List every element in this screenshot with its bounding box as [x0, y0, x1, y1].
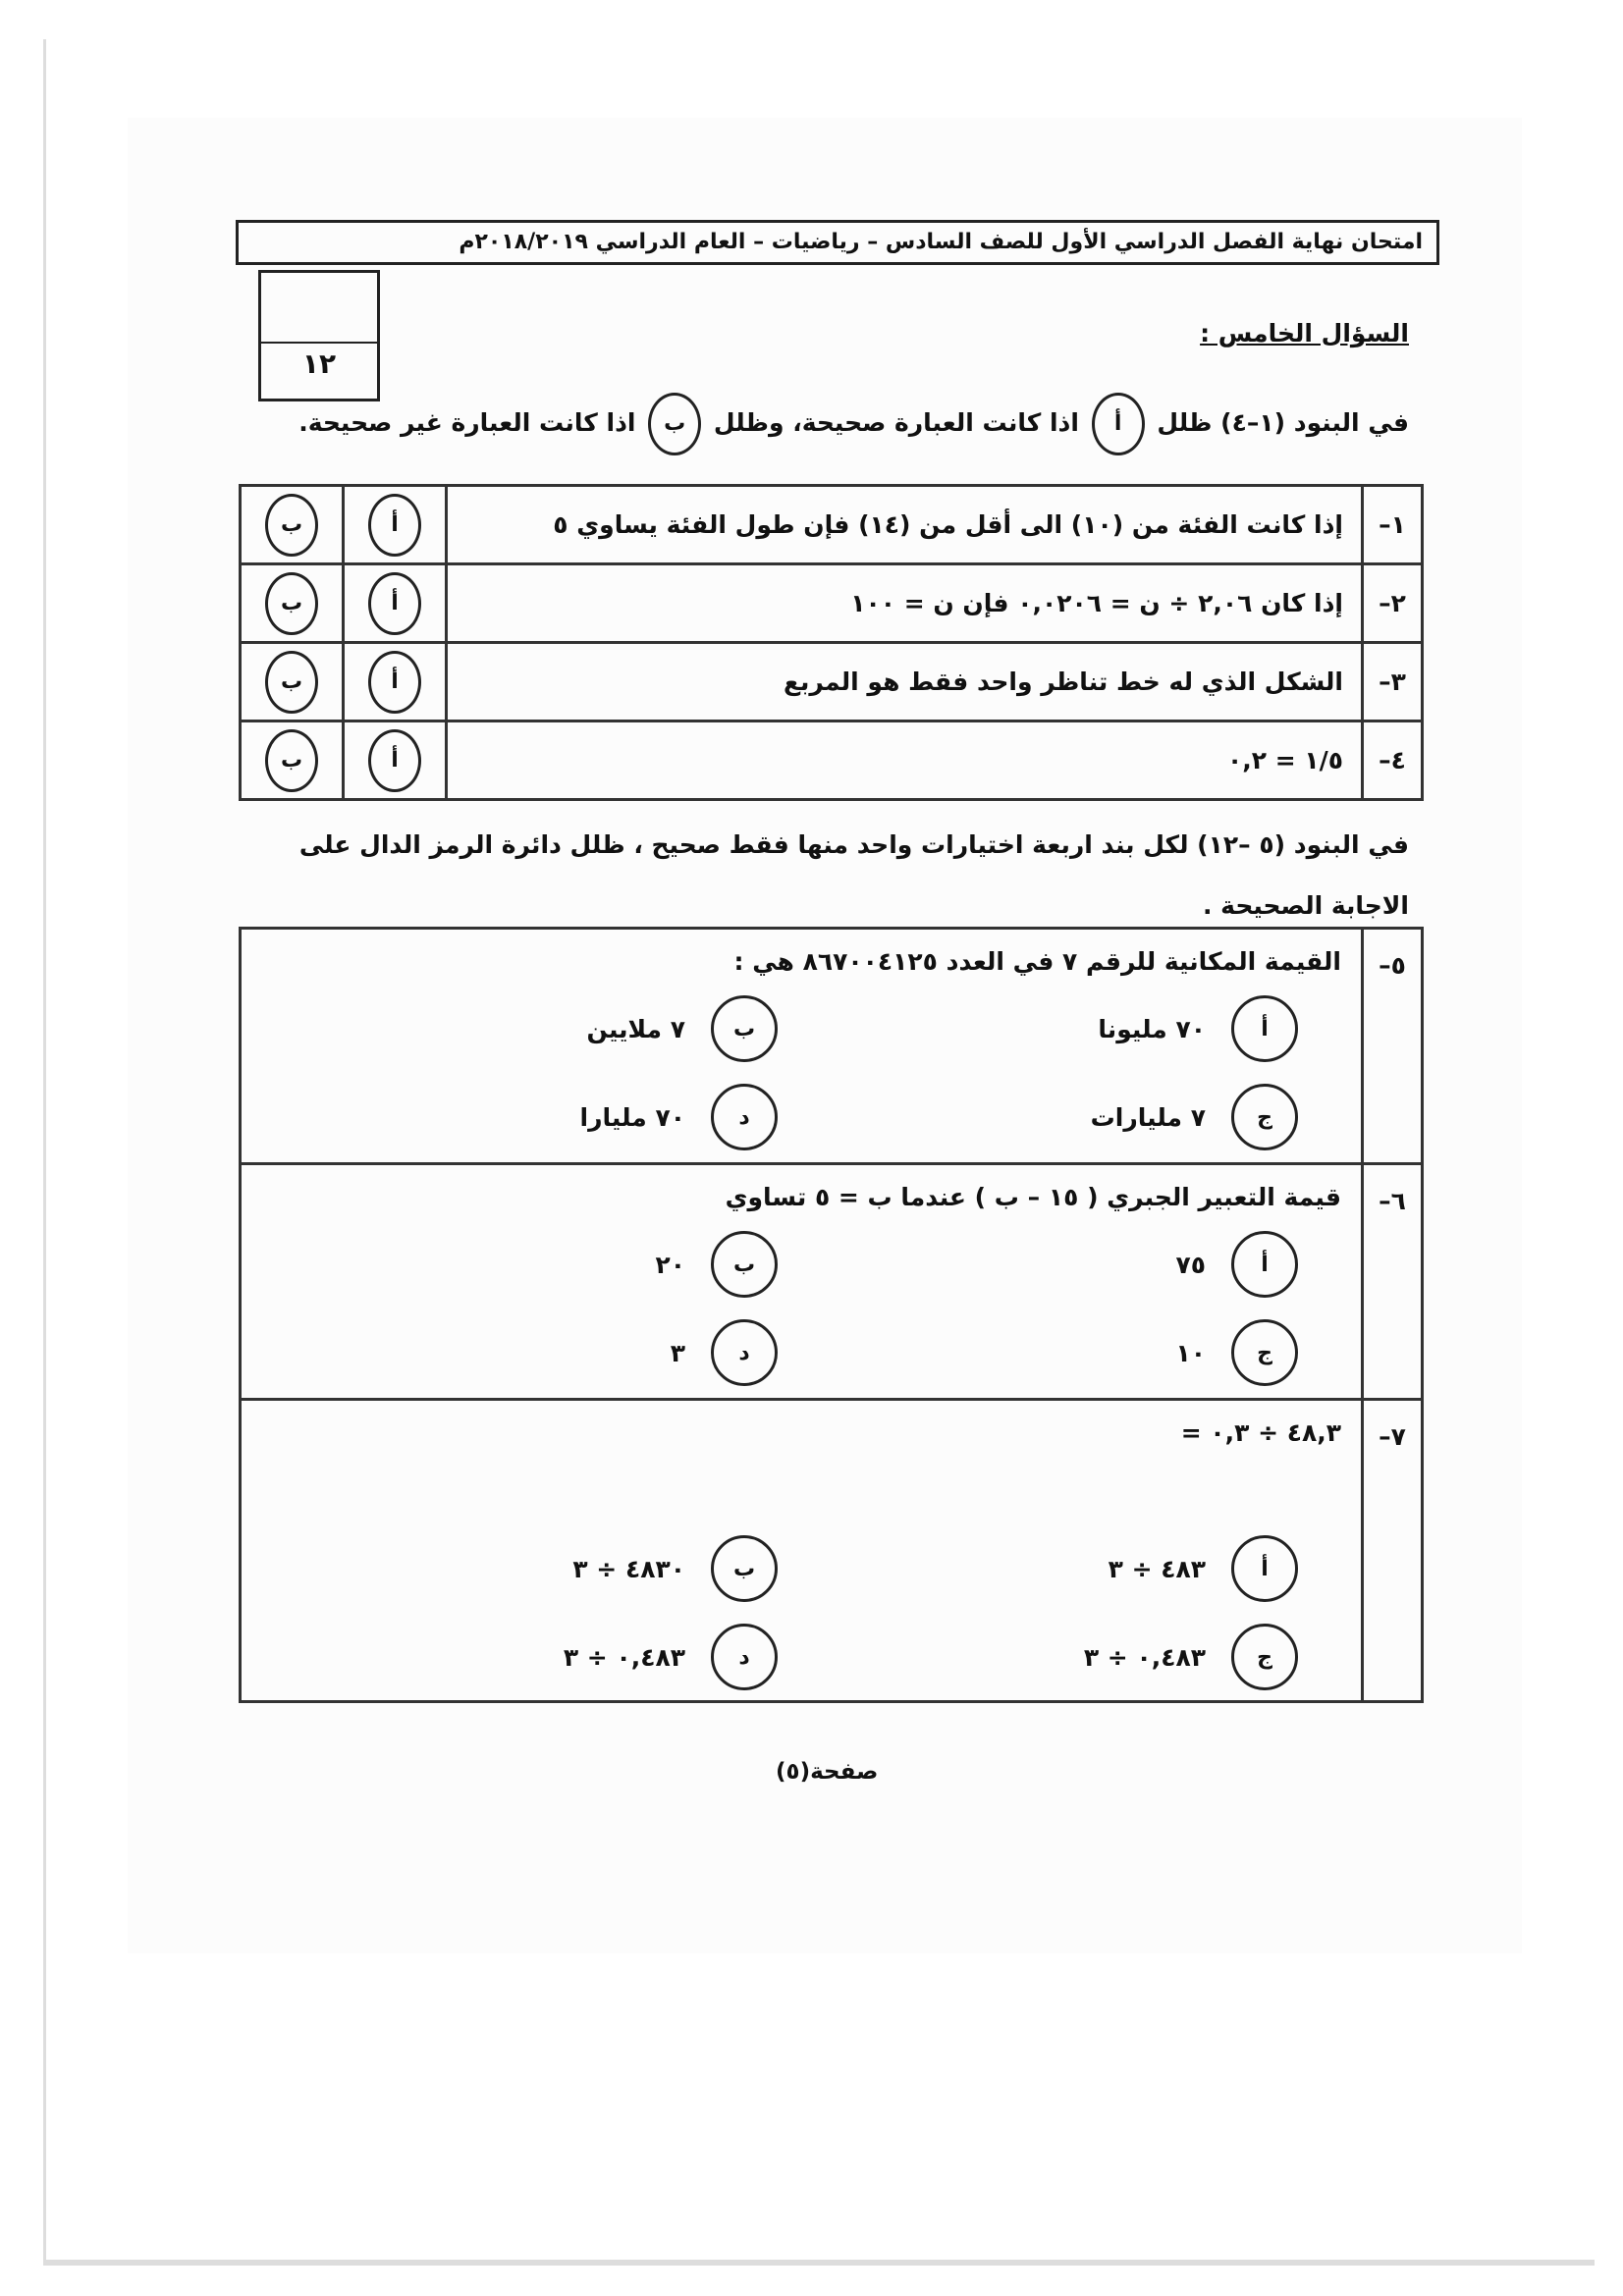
- option-text: ٠,٤٨٣ ÷ ٣: [1083, 1642, 1206, 1672]
- option-text: ٧ ملايين: [586, 1014, 685, 1043]
- instruction-1: [298, 393, 1409, 455]
- answer-b-circle[interactable]: ب: [265, 572, 318, 635]
- page-edge: [43, 39, 46, 2263]
- exam-header: امتحان نهاية الفصل الدراسي الأول للصف السادس – رياضيات – العام الدراسي ٢٠١٨/٢٠١٩م: [236, 220, 1439, 265]
- option[interactable]: [261, 1231, 782, 1298]
- instruction-2: في البنود (٥ –١٢) لكل بند اربعة اختيارات واحد منها فقط صحيح ، ظلل دائرة الرمز الدال على الاجابة الصحيحة .: [298, 830, 1409, 920]
- question-title: السؤال الخامس :: [1200, 319, 1409, 347]
- tf-row: [241, 643, 1423, 721]
- item-number: ٥–: [1363, 929, 1423, 1164]
- tf-row: [241, 486, 1423, 564]
- option[interactable]: [782, 1319, 1302, 1386]
- option-circle[interactable]: ج: [1231, 1624, 1298, 1690]
- page-number: صفحة(٥): [776, 1759, 879, 1785]
- question-text: القيمة المكانية للرقم ٧ في العدد ٨٦٧٠٠٤١٢٥ هي :: [733, 947, 1341, 976]
- item-text: إذا كان ٢,٠٦ ÷ ن = ٠,٠٢٠٦ فإن ن = ١٠٠: [447, 564, 1363, 643]
- option[interactable]: [782, 1231, 1302, 1298]
- instruction-text: اذا كانت العبارة غير صحيحة.: [298, 408, 636, 437]
- mc-row: [241, 1400, 1423, 1702]
- item-number: ١–: [1363, 486, 1423, 564]
- page-edge: [43, 2260, 1595, 2266]
- option-circle[interactable]: د: [711, 1084, 778, 1150]
- option-text: ١٠: [1175, 1338, 1206, 1367]
- option[interactable]: [261, 1624, 782, 1690]
- option-text: ٧٠ مليونا: [1098, 1014, 1206, 1043]
- option-text: ٧٠ مليارا: [579, 1102, 685, 1132]
- answer-a-circle[interactable]: أ: [368, 494, 421, 557]
- option-text: ٢٠: [655, 1250, 685, 1279]
- question-text: قيمة التعبير الجبري ( ١٥ – ب ) عندما ب = ٥ تساوي: [725, 1183, 1341, 1211]
- option-circle[interactable]: ج: [1231, 1084, 1298, 1150]
- answer-b-circle[interactable]: ب: [265, 729, 318, 792]
- option-circle[interactable]: ب: [711, 1231, 778, 1298]
- option-text: ٤٨٣٠ ÷ ٣: [572, 1554, 685, 1583]
- item-text: الشكل الذي له خط تناظر واحد فقط هو المربع: [447, 643, 1363, 721]
- option[interactable]: [782, 995, 1302, 1062]
- tf-row: [241, 721, 1423, 800]
- option-text: ٧ مليارات: [1090, 1102, 1206, 1132]
- mc-row: [241, 929, 1423, 1164]
- option-circle[interactable]: د: [711, 1624, 778, 1690]
- option-circle: أ: [1092, 393, 1145, 455]
- multiple-choice-table: [239, 927, 1424, 1703]
- option-circle: ب: [648, 393, 701, 455]
- option[interactable]: [261, 1319, 782, 1386]
- option-circle[interactable]: ب: [711, 1535, 778, 1602]
- option-circle[interactable]: أ: [1231, 1231, 1298, 1298]
- score-value: ١٢: [301, 347, 337, 380]
- question-text: ٤٨,٣ ÷ ٠,٣ =: [1180, 1418, 1341, 1447]
- answer-b-circle[interactable]: ب: [265, 494, 318, 557]
- option-text: ٠,٤٨٣ ÷ ٣: [563, 1642, 685, 1672]
- option-text: ٤٨٣ ÷ ٣: [1108, 1554, 1206, 1583]
- answer-b-circle[interactable]: ب: [265, 651, 318, 714]
- option-circle[interactable]: د: [711, 1319, 778, 1386]
- item-number: ٣–: [1363, 643, 1423, 721]
- score-box: [258, 270, 380, 401]
- mc-row: [241, 1164, 1423, 1400]
- answer-a-circle[interactable]: أ: [368, 651, 421, 714]
- item-number: ٧–: [1363, 1400, 1423, 1702]
- item-number: ٤–: [1363, 721, 1423, 800]
- answer-a-circle[interactable]: أ: [368, 729, 421, 792]
- option[interactable]: [782, 1084, 1302, 1150]
- option-text: ٣: [670, 1338, 685, 1367]
- option-circle[interactable]: ج: [1231, 1319, 1298, 1386]
- item-number: ٢–: [1363, 564, 1423, 643]
- tf-row: [241, 564, 1423, 643]
- option-text: ٧٥: [1175, 1250, 1206, 1279]
- option[interactable]: [261, 995, 782, 1062]
- true-false-table: [239, 484, 1424, 801]
- item-number: ٦–: [1363, 1164, 1423, 1400]
- option-circle[interactable]: أ: [1231, 1535, 1298, 1602]
- option-circle[interactable]: ب: [711, 995, 778, 1062]
- option[interactable]: [261, 1535, 782, 1602]
- item-text: إذا كانت الفئة من (١٠) الى أقل من (١٤) فإن طول الفئة يساوي ٥: [447, 486, 1363, 564]
- option[interactable]: [261, 1084, 782, 1150]
- instruction-text: في البنود (١–٤) ظلل: [1157, 408, 1409, 437]
- item-text: ١/٥ = ٠,٢: [447, 721, 1363, 800]
- option-circle[interactable]: أ: [1231, 995, 1298, 1062]
- option[interactable]: [782, 1535, 1302, 1602]
- instruction-text: اذا كانت العبارة صحيحة، وظلل: [713, 408, 1079, 437]
- option[interactable]: [782, 1624, 1302, 1690]
- answer-a-circle[interactable]: أ: [368, 572, 421, 635]
